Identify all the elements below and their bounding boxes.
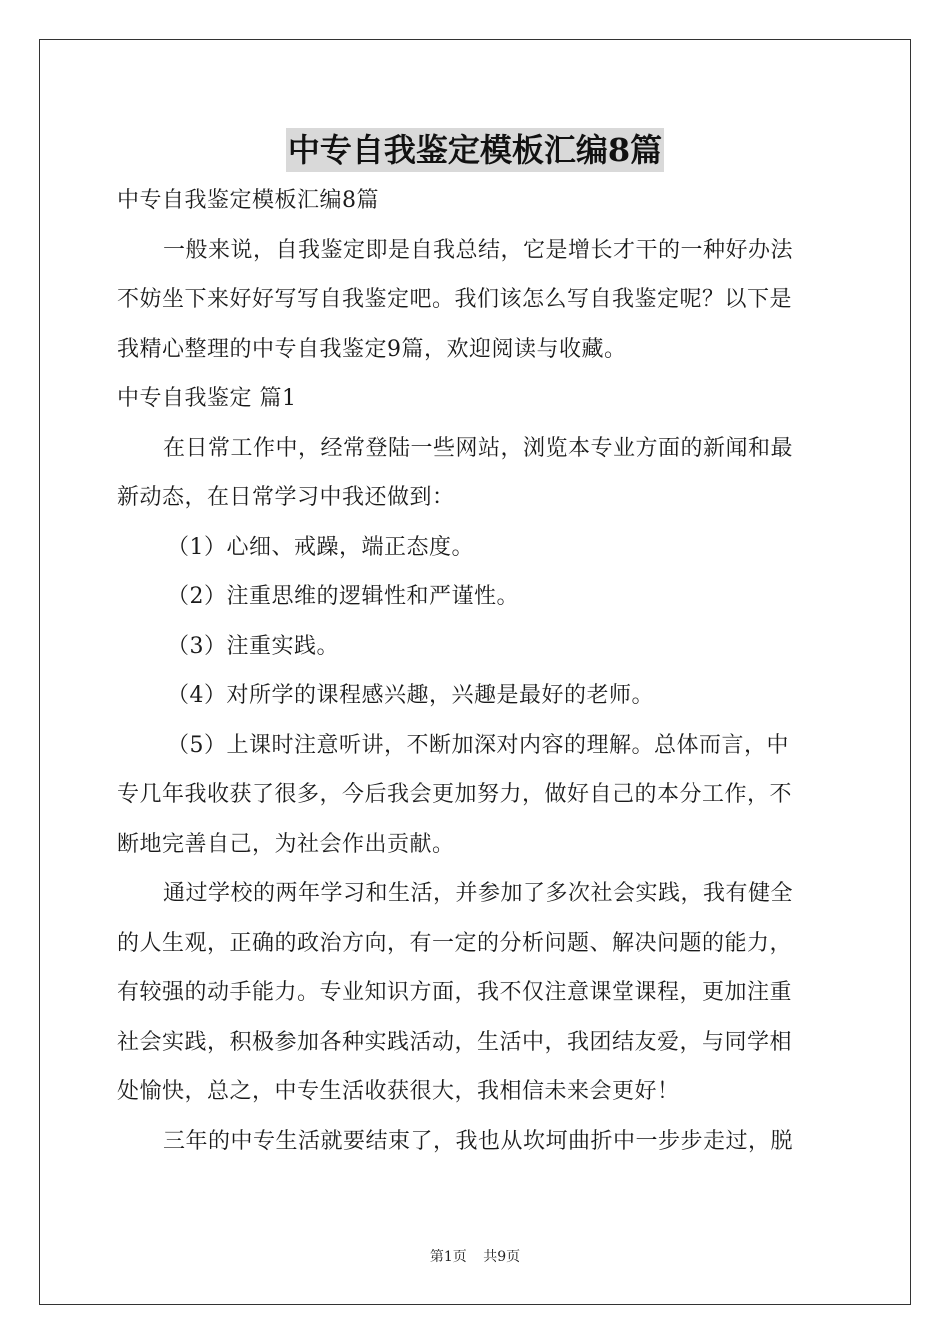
text-line: （1）心细、戒躁，端正态度。 — [167, 534, 474, 560]
text-line: 的人生观，正确的政治方向，有一定的分析问题、解决问题的能力， — [117, 930, 793, 956]
text-line: （2）注重思维的逻辑性和严谨性。 — [167, 584, 519, 609]
text-line: 我精心整理的中专自我鉴定9篇，欢迎阅读与收藏。 — [117, 336, 627, 362]
text-line: 有较强的动手能力。专业知识方面，我不仅注意课堂课程，更加注重 — [117, 980, 793, 1005]
page-footer — [0, 1246, 950, 1266]
text-line: 处愉快，总之，中专生活收获很大，我相信未来会更好！ — [117, 1079, 680, 1104]
text-line: 新动态，在日常学习中我还做到： — [117, 485, 455, 510]
text-line: （3）注重实践。 — [167, 633, 339, 659]
document-body — [117, 176, 833, 1166]
text-line: 断地完善自己，为社会作出贡献。 — [117, 831, 455, 857]
document-title: 中专自我鉴定模板汇编8篇 — [286, 128, 664, 172]
text-line: 中专自我鉴定 篇1 — [117, 386, 297, 411]
title-container — [0, 128, 950, 172]
page-number-total: 共9页 — [483, 1249, 521, 1265]
text-line: 不妨坐下来好好写写自我鉴定吧。我们该怎么写自我鉴定呢？以下是 — [117, 287, 793, 312]
text-line: 中专自我鉴定模板汇编8篇 — [117, 188, 379, 213]
page-number-current: 第1页 — [429, 1249, 467, 1265]
text-line: （4）对所学的课程感兴趣，兴趣是最好的老师。 — [167, 683, 654, 708]
text-line: 一般来说，自我鉴定即是自我总结，它是增长才干的一种好办法 — [163, 237, 794, 263]
text-line: 专几年我收获了很多，今后我会更加努力，做好自己的本分工作，不 — [117, 782, 793, 807]
text-line: 通过学校的两年学习和生活，并参加了多次社会实践，我有健全 — [163, 881, 794, 906]
text-line: 三年的中专生活就要结束了，我也从坎坷曲折中一步步走过，脱 — [163, 1128, 794, 1154]
text-line: 在日常工作中，经常登陆一些网站，浏览本专业方面的新闻和最 — [163, 435, 794, 461]
text-line: （5）上课时注意听讲，不断加深对内容的理解。总体而言，中 — [167, 732, 789, 758]
text-line: 社会实践，积极参加各种实践活动，生活中，我团结友爱，与同学相 — [117, 1029, 793, 1055]
